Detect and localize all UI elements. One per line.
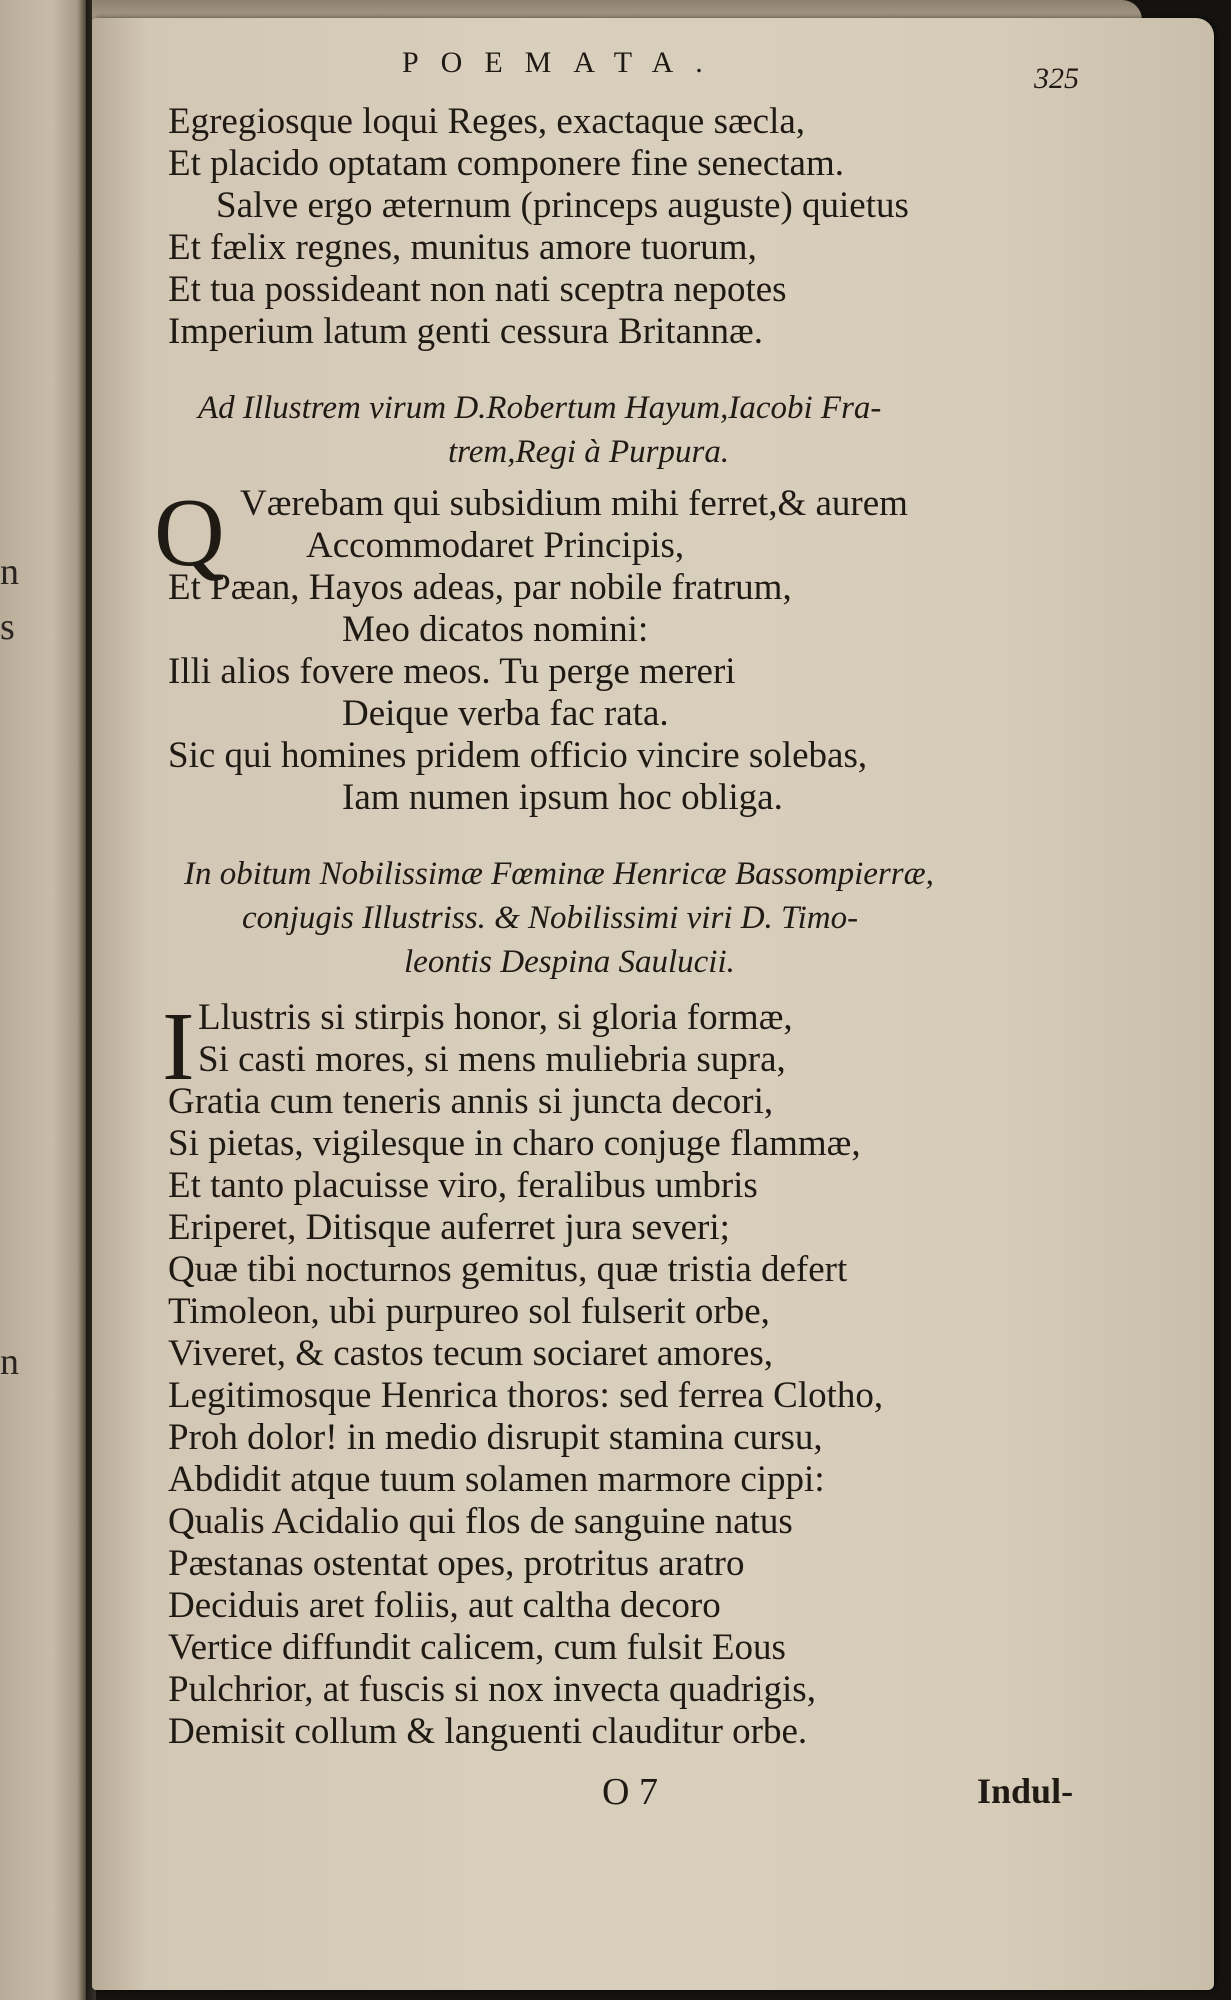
verse-line: Qualis Acidalio qui flos de sanguine natus	[168, 1501, 793, 1542]
verse-line: Abdidit atque tuum solamen marmore cippi:	[168, 1459, 825, 1500]
verse-line: Si casti mores, si mens muliebria supra,	[198, 1039, 786, 1080]
verse-line: Et fælix regnes, munitus amore tuorum,	[168, 227, 757, 268]
poem-title: trem,Regi à Purpura.	[448, 434, 730, 470]
book-page	[92, 18, 1214, 1990]
verse-line: Deciduis aret foliis, aut caltha decoro	[168, 1585, 721, 1626]
verse-line: Gratia cum teneris annis si juncta decori,	[168, 1081, 774, 1122]
verse-line: Accommodaret Principis,	[306, 525, 685, 566]
signature-mark: O 7	[602, 1771, 658, 1813]
verse-line: Proh dolor! in medio disrupit stamina cursu,	[168, 1417, 823, 1458]
drop-cap: Q	[154, 479, 225, 587]
verse-line: Demisit collum & languenti clauditur orbe.	[168, 1711, 808, 1752]
verse-line: Pæstanas ostentat opes, protritus aratro	[168, 1543, 745, 1584]
margin-fragment: n	[0, 1341, 19, 1383]
verse-line: Værebam qui subsidium mihi ferret,& aurem	[240, 483, 908, 524]
poem-title: leontis Despina Saulucii.	[404, 944, 735, 980]
poem-title: Ad Illustrem virum D.Robertum Hayum,Iacobi Fra-	[198, 390, 882, 426]
poem-title: conjugis Illustriss. & Nobilissimi viri D. Timo-	[242, 900, 859, 936]
drop-cap: I	[162, 993, 195, 1101]
verse-line: Salve ergo æternum (princeps auguste) quietus	[216, 185, 909, 226]
running-title: POEMATA.	[402, 46, 725, 79]
verse-line: Et tua possideant non nati sceptra nepotes	[168, 269, 787, 310]
verse-line: Quæ tibi nocturnos gemitus, quæ tristia defert	[168, 1249, 848, 1290]
verse-line: Meo dicatos nomini:	[342, 609, 649, 650]
verse-line: Imperium latum genti cessura Britannæ.	[168, 311, 763, 352]
previous-page-edge	[0, 0, 86, 2000]
verse-line: Pulchrior, at fuscis si nox invecta quadrigis,	[168, 1669, 816, 1710]
verse-line: Et tanto placuisse viro, feralibus umbris	[168, 1165, 758, 1206]
verse-line: Llustris si stirpis honor, si gloria formæ,	[198, 997, 793, 1038]
margin-fragment: n	[0, 551, 19, 593]
page-text	[92, 18, 1214, 1990]
verse-line: Legitimosque Henrica thoros: sed ferrea Clotho,	[168, 1375, 884, 1416]
verse-line: Iam numen ipsum hoc obliga.	[342, 777, 783, 818]
verse-line: Vertice diffundit calicem, cum fulsit Eous	[168, 1627, 786, 1668]
verse-line: Si pietas, vigilesque in charo conjuge flammæ,	[168, 1123, 861, 1164]
verse-line: Viveret, & castos tecum sociaret amores,	[168, 1333, 773, 1374]
poem-title: In obitum Nobilissimæ Fœminæ Henricæ Bassompierræ,	[184, 856, 934, 892]
verse-line: Timoleon, ubi purpureo sol fulserit orbe,	[168, 1291, 770, 1332]
catchword: Indul-	[977, 1771, 1074, 1811]
verse-line: Eriperet, Ditisque auferret jura severi;	[168, 1207, 730, 1248]
margin-fragment: s	[0, 606, 15, 648]
verse-line: Egregiosque loqui Reges, exactaque sæcla,	[168, 101, 806, 142]
verse-line: Et placido optatam componere fine senectam.	[168, 143, 845, 184]
verse-line: Illi alios fovere meos. Tu perge mereri	[168, 651, 736, 692]
page-number: 325	[1034, 62, 1079, 95]
verse-line: Deique verba fac rata.	[342, 693, 669, 734]
verse-line: Et Pæan, Hayos adeas, par nobile fratrum,	[168, 567, 792, 608]
verse-line: Sic qui homines pridem officio vincire solebas,	[168, 735, 868, 776]
